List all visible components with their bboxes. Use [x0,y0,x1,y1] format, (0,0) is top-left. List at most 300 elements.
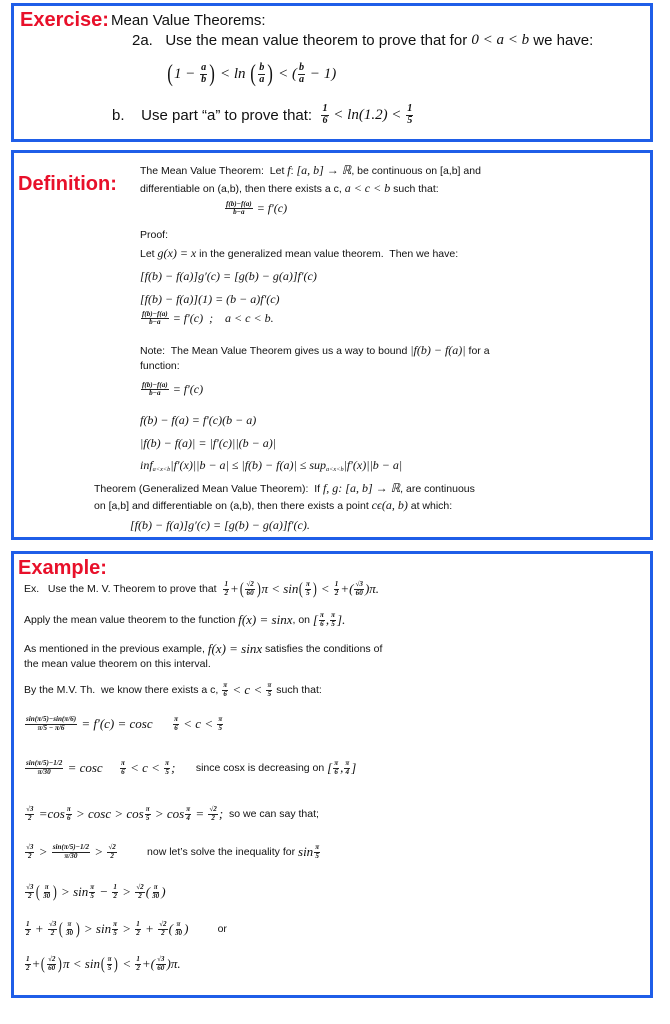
text-run: Proof: [140,229,169,241]
text-run: we have: [529,32,594,49]
math-run: cϵ(a, b) [371,498,408,512]
definition-line [140,292,280,307]
fraction [135,956,141,972]
fraction [47,956,56,972]
fraction-denominator: b−a [149,318,161,327]
fraction [25,921,31,937]
fraction [52,844,90,860]
example-line [24,921,227,938]
math-run: =cos [35,806,65,821]
fraction-numerator: 1 [26,955,30,964]
parenthesis: ( [167,61,173,87]
fraction-denominator: 5 [113,928,117,937]
fraction-numerator: 1 [136,955,140,964]
math-run: ; [218,806,224,821]
text-run: such that: [273,684,322,696]
fraction-numerator: √3 [157,955,165,964]
fraction-denominator: 5 [315,851,319,860]
text-run: satisfies the conditions of [262,643,383,655]
fraction [141,382,169,398]
example-line [24,806,319,822]
fraction-denominator: 2 [27,891,32,900]
fraction-denominator: 5 [107,963,112,972]
fraction [258,63,265,85]
fraction-numerator: π [218,715,223,724]
exercise-line [166,62,336,86]
fraction-denominator: 2 [110,851,114,860]
fraction-numerator: 1 [334,580,339,589]
fraction-denominator: 2 [211,813,215,822]
fraction-denominator: 2 [138,891,142,900]
math-run: f(b) − f(a) = f′(c)(b − a) [140,413,257,427]
math-run: < c < [229,682,266,697]
fraction-numerator: π [66,805,71,814]
fraction [305,581,311,597]
fraction-denominator: π/30 [64,851,78,860]
math-run: = f′(c) = cosc [78,716,173,731]
fraction [223,581,229,597]
definition-line [140,360,180,372]
example-line [24,641,382,657]
fraction [112,921,118,937]
fraction-numerator: 1 [322,103,328,114]
definition-line [140,343,490,358]
math-run: )π. [166,956,181,972]
fraction [333,760,339,776]
math-run: |f′(x)||b − a| [343,458,403,472]
fraction-denominator: 2 [50,928,55,937]
math-run: [ [312,612,318,627]
text-run: for a [465,344,490,357]
fraction [120,760,126,776]
exercise-line [132,32,593,49]
fraction-denominator: 6 [67,813,71,822]
fraction-numerator: π [334,759,339,768]
fraction [135,921,141,937]
fraction-numerator: π [44,883,49,892]
math-run: = cosc [64,760,119,775]
fraction-denominator: 6 [334,767,338,776]
definition-line [140,436,276,451]
fraction-denominator: 30 [152,891,160,900]
fraction-numerator: √3 [26,843,34,852]
text-run: Theorem (Generalized Mean Value Theorem): If [94,482,323,495]
fraction-denominator: 5 [165,767,169,776]
parenthesis: ) [58,954,63,973]
fraction-numerator: 1 [224,580,228,589]
example-line [24,658,211,670]
parenthesis: ( [100,954,105,973]
fraction-numerator: √2 [136,883,144,892]
fraction [354,581,363,597]
fraction [89,884,95,900]
fraction-numerator: π [120,759,125,768]
fraction [406,104,413,126]
definition-line [130,518,310,533]
exercise-line [112,104,414,126]
text-run: in the generalized mean value theorem. Then we have: [196,247,459,260]
math-run: − [96,884,112,900]
math-run: ] [351,760,357,775]
parenthesis: ) [267,61,274,87]
fraction-numerator: π [306,580,310,589]
parenthesis: ( [250,61,257,87]
fraction [42,884,51,900]
text-run: function: [140,360,180,372]
math-run: π < sin [261,581,299,597]
fraction-numerator: √3 [26,883,34,892]
fraction [208,806,217,822]
fraction-numerator: π [267,681,272,690]
definition-line [140,311,274,327]
text-run: , are continuous [400,482,475,495]
fraction [25,844,34,860]
text-run: As mentioned in the previous example, [24,643,208,655]
fraction [200,63,207,85]
fraction-numerator: π [331,611,336,620]
text-run: or [188,923,227,936]
math-run: f, g: [a, b] → ℝ [322,481,401,495]
fraction [319,612,325,628]
fraction-denominator: π/30 [37,767,51,776]
fraction [298,63,305,85]
math-run: − 1) [306,65,337,82]
math-run: |f(b) − f(a)| [410,343,466,357]
definition-line [140,163,481,178]
math-run: > [35,844,51,859]
example-box [11,551,653,998]
fraction-denominator: 60 [355,588,363,597]
text-run: b. Use part “a” to prove that: [112,106,321,124]
definition-line [140,413,256,428]
math-run: sin [298,844,314,859]
math-run: < ln(1.2) < [329,106,406,123]
fraction-denominator: 5 [331,619,335,628]
fraction-numerator: π [315,843,320,852]
example-line [24,682,322,698]
math-run: = [192,806,208,821]
fraction-numerator: 1 [136,920,140,929]
fraction [314,844,320,860]
math-run: |f(b) − f(a)| = |f′(c)||(b − a)| [140,436,277,450]
fraction-numerator: π [176,920,181,929]
fraction-denominator: 5 [407,114,413,126]
definition-line [140,458,402,473]
fraction-denominator: 60 [48,963,56,972]
math-run: > cosc > cos [72,806,144,821]
fraction-denominator: 2 [136,928,140,937]
fraction-numerator: 1 [113,883,117,892]
fraction [151,884,160,900]
fraction [25,716,77,732]
fraction-numerator: π [145,805,150,814]
fraction-numerator: √2 [108,843,116,852]
fraction-numerator: π [90,883,95,892]
math-run: π < sin [63,956,100,972]
fraction-numerator: √3 [26,805,34,814]
math-run: , [325,612,330,627]
fraction-numerator: π [223,681,228,690]
fraction-numerator: √2 [246,580,254,589]
parenthesis: ) [75,919,80,938]
math-run: ) [161,884,166,900]
math-run: < [317,581,333,597]
exercise-subheading-text: Mean Value Theorems: [111,12,266,29]
fraction-numerator: a [201,61,207,73]
fraction-denominator: 4 [345,767,350,776]
text-run: Ex. Use the M. V. Theorem to prove that [24,583,223,596]
fraction-denominator: 2 [26,928,30,937]
fraction-numerator: π [107,955,112,964]
fraction-denominator: 2 [27,813,32,822]
math-run: ]. [337,612,346,627]
example-line [24,581,379,598]
fraction-numerator: 1 [407,103,413,114]
exercise-box [11,3,653,142]
fraction-denominator: 2 [224,588,228,597]
fraction-numerator: f(b)−f(a) [142,381,168,389]
parenthesis: ( [36,882,41,901]
fraction-denominator: 60 [246,588,254,597]
fraction-numerator: π [345,759,350,768]
fraction-denominator: 60 [157,963,165,972]
fraction [334,581,340,597]
math-run: )π. [364,581,380,597]
text-run: since cosx is decreasing on [175,762,328,774]
math-run: a < c < b [344,181,391,195]
fraction [145,806,151,822]
fraction [107,956,113,972]
parenthesis: ) [312,579,317,598]
exercise-subheading [111,12,266,29]
definition-line [140,382,203,398]
fraction [112,884,118,900]
fraction [174,921,183,937]
math-run: f(x) = sinx [207,641,263,656]
fraction-numerator: sin(π/5)−1/2 [52,843,90,852]
math-run: > [118,884,135,900]
fraction [266,682,272,698]
text-run: , be continuous on [a,b] and [351,164,481,177]
math-run: +( [340,581,354,597]
math-run: + [141,921,158,937]
parenthesis: ( [239,579,244,598]
fraction-numerator: sin(π/5)−1/2 [26,759,63,768]
math-run: 0 < a < b [471,32,530,48]
math-run: ( [168,921,173,937]
fraction-numerator: π [165,759,170,768]
fraction-denominator: 2 [113,891,117,900]
math-run: +( [141,956,156,972]
fraction-denominator: 2 [27,851,32,860]
fraction [25,884,34,900]
text-run: now let’s solve the inequality for [117,846,299,858]
fraction [330,612,336,628]
example-line [24,884,166,901]
fraction [25,956,31,972]
text-run: The Mean Value Theorem: Let [140,164,288,177]
text-run: By the M.V. Th. we know there exists a c, [24,684,222,696]
example-line [24,760,356,776]
definition-line [224,201,287,217]
parenthesis: ) [209,61,216,87]
math-run: ) [184,921,189,937]
text-run: Note: The Mean Value Theorem gives us a way to bound [140,344,411,357]
fraction-numerator: √2 [159,920,167,929]
parenthesis: ) [256,579,261,598]
math-run: = f′(c) [253,201,288,216]
text-run: differentiable on (a,b), then there exists a c, [140,182,345,195]
definition-line [140,229,168,241]
fraction-denominator: 6 [174,723,178,732]
text-run: , on [292,614,313,626]
fraction-numerator: 1 [26,920,30,929]
fraction-numerator: √2 [209,805,217,814]
fraction-denominator: b−a [149,389,161,398]
text-run: the mean value theorem on this interval. [24,658,211,670]
fraction-numerator: π [174,715,179,724]
fraction [141,311,169,327]
math-run: = f′(c) ; a < c < b. [169,311,274,326]
fraction [185,806,191,822]
math-run: < c < [180,716,217,731]
fraction-denominator: 6 [320,619,324,628]
fraction-numerator: f(b)−f(a) [226,200,252,208]
definition-heading: Definition: [18,173,117,195]
fraction [344,760,350,776]
text-run: such that: [390,182,439,195]
fraction [66,806,72,822]
fraction [225,201,253,217]
fraction-numerator: √3 [355,580,363,589]
parenthesis: ( [299,579,304,598]
fraction [25,760,63,776]
text-run: so we can say that; [223,808,319,820]
subscript: a<x<b [326,466,344,473]
fraction [222,682,228,698]
fraction [245,581,254,597]
example-line [24,956,181,973]
parenthesis: ( [41,954,46,973]
fraction [173,716,179,732]
math-run: [a, b] → ℝ [296,163,352,177]
text-run: on [a,b] and differentiable on (a,b), then there exists a point [94,499,372,512]
math-run: = f′(c) [169,382,204,397]
fraction-denominator: 30 [43,891,51,900]
fraction-numerator: π [113,920,117,929]
fraction-denominator: 2 [136,963,140,972]
math-run: f(x) = sinx [238,612,293,627]
math-run: inf [140,458,153,472]
math-run: < ( [274,65,297,82]
math-run: > sin [57,884,89,900]
math-run: [f(b) − f(a)](1) = (b − a)f′(c) [140,292,280,306]
fraction-numerator: b [259,61,265,73]
math-run: [f(b) − f(a)]g′(c) = [g(b) − g(a)]f′(c) [140,269,317,283]
math-run: > sin [80,921,112,937]
example-line [24,844,321,860]
fraction [156,956,165,972]
example-heading: Example: [18,557,107,579]
example-line [24,716,224,732]
fraction-denominator: a [298,73,305,85]
math-run: + [230,581,239,597]
fraction-denominator: 6 [121,767,125,776]
math-run: [f(b) − f(a)]g′(c) = [g(b) − g(a)]f′(c). [130,518,310,532]
fraction-denominator: 5 [218,723,223,732]
math-run: |f′(x)||b − a| ≤ |f(b) − f(a)| ≤ sup [170,458,327,472]
math-run: > cos [151,806,185,821]
fraction-denominator: b [201,73,207,85]
fraction-numerator: π [67,920,72,929]
fraction-numerator: f(b)−f(a) [142,310,168,318]
definition-line [140,181,439,196]
math-run: ( [145,884,151,900]
fraction-denominator: π/5 − π/6 [37,723,65,732]
fraction-denominator: a [259,73,265,85]
fraction-numerator: π [186,805,191,814]
fraction-numerator: √2 [47,955,56,964]
definition-line [94,498,452,513]
fraction-denominator: b−a [233,208,245,217]
math-run: ; [171,760,176,775]
math-run: , [340,760,344,775]
example-line [24,612,345,628]
fraction [107,844,116,860]
fraction [135,884,144,900]
fraction-denominator: 6 [223,689,227,698]
math-run: > [91,844,107,859]
fraction-denominator: 5 [267,689,272,698]
fraction-denominator: 5 [306,588,310,597]
fraction-numerator: √3 [48,920,57,929]
fraction [25,806,34,822]
math-run: 1 − [174,65,200,82]
text-run: : [290,164,297,177]
fraction-numerator: π [319,611,324,620]
fraction-numerator: π [153,883,158,892]
parenthesis: ) [114,954,119,973]
text-run: Let [140,247,158,260]
math-run: [ [327,760,333,775]
definition-box [11,150,653,540]
parenthesis: ( [59,919,64,938]
math-run: > [118,921,135,937]
definition-line [140,246,458,261]
fraction-denominator: 5 [145,813,150,822]
fraction-denominator: 2 [161,928,165,937]
fraction [164,760,170,776]
subscript: a<x<b [152,466,171,473]
fraction-denominator: 2 [334,588,339,597]
fraction [217,716,223,732]
fraction-denominator: 30 [174,928,183,937]
text-run: 2a. Use the mean value theorem to prove that for [132,32,472,49]
fraction-denominator: 30 [65,928,74,937]
fraction-denominator: 6 [322,114,328,126]
fraction-denominator: 2 [26,963,30,972]
exercise-heading: Exercise: [20,9,109,31]
fraction [321,104,328,126]
fraction-numerator: sin(π/5)−sin(π/6) [26,715,77,724]
math-run: + [31,956,41,972]
math-run: < ln [216,65,250,82]
math-run: < c < [126,760,164,775]
fraction-denominator: 5 [90,891,94,900]
fraction-numerator: b [298,61,305,73]
math-run: f [287,163,291,177]
fraction [65,921,74,937]
